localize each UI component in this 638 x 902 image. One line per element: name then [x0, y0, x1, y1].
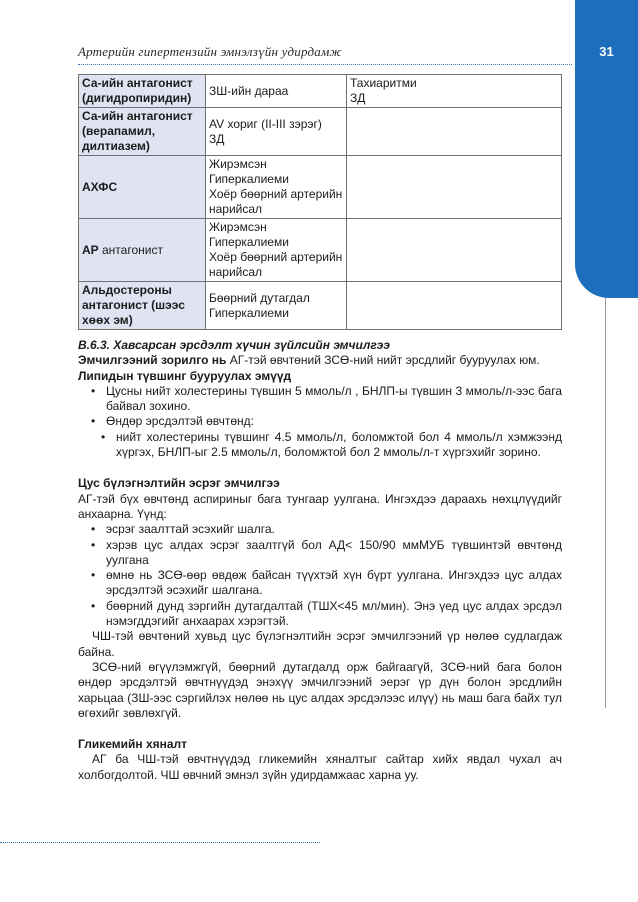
list-item: • Цусны нийт холестерины түвшин 5 ммоль/л , БНЛП-ы түвшин 3 ммоль/л-ээс бага байвал зохино. — [78, 384, 562, 415]
condition-cell: Жирэмсэн Гиперкалиеми Хоёр бөөрний артерийн нарийсал — [206, 219, 347, 282]
condition-cell: Бөөрний дутагдал Гиперкалиеми — [206, 282, 347, 330]
goal-text: АГ-тэй өвчтөний ЗСӨ-ний нийт эрсдлийг бууруулах юм. — [226, 353, 540, 368]
condition-cell: AV хориг (II-III зэрэг) ЗД — [206, 108, 347, 156]
list-item: • бөөрний дунд зэргийн дутагдалтай (ТШХ<45 мл/мин). Энэ үед цус алдах эрсдэл нэмэгддэгийг анхаарах хэрэгтэй. — [78, 599, 562, 630]
blood-list — [78, 522, 562, 629]
lipid-list — [78, 384, 562, 430]
body-text — [78, 338, 562, 783]
table-row — [79, 75, 562, 108]
list-item: • эсрэг заалттай эсэхийг шалга. — [78, 522, 562, 537]
goal-lead: Эмчилгээний зорилго нь — [78, 353, 227, 368]
spacer — [78, 460, 562, 476]
goal-paragraph — [78, 353, 562, 368]
condition-cell: Жирэмсэн Гиперкалиеми Хоёр бөөрний артерийн нарийсал — [206, 156, 347, 219]
condition-text: ЗШ-ийн дараа — [209, 83, 289, 98]
drug-cell: АХФС — [79, 156, 206, 219]
drug-name-suffix: антагонист — [98, 242, 163, 257]
blood-heading: Цус бүлэгнэлтийн эсрэг эмчилгээ — [78, 476, 280, 491]
list-item: • нийт холестерины түвшинг 4.5 ммоль/л, боломжтой бол 4 ммоль/л хэмжээнд хүргэх, БНЛП-ыг 2.5 ммоль/л, боломжтой бол 2 ммоль/л-т хүргэхийг зорино. — [78, 430, 562, 461]
margin-rule — [605, 298, 606, 708]
drug-cell: Альдостероны антагонист (шээс хөөх эм) — [79, 282, 206, 330]
page-number: 31 — [599, 44, 614, 59]
blood-intro: АГ-тэй бүх өвчтөнд аспириныг бага тунгаар уулгана. Ингэхдээ дараахь нөхцлүүдийг анхаарна. Үүнд: — [78, 491, 562, 521]
list-item: • Өндөр эрсдэлтэй өвчтөнд: — [78, 414, 562, 429]
list-item: • хэрэв цус алдах эсрэг заалтгүй бол АД< 150/90 ммМУБ түвшинтэй өвчтөнд уулгана — [78, 538, 562, 569]
list-item: • өмнө нь ЗСӨ-өөр өвдөж байсан түүхтэй хүн бүрт уулгана. Ингэхдээ цус алдах эрсдэлтэй эсэхийг шалгана. — [78, 568, 562, 599]
effects-cell — [347, 108, 562, 156]
effects-cell — [347, 219, 562, 282]
blood-paragraph: ЗСӨ-ний өгүүлэмжгүй, бөөрний дутагдалд орж байгаагүй, ЗСӨ-ний бага болон өндөр эрсдэлтэй өвчтнүүдэд энэхүү эмчилгээний эерэг үр дүн болон эрсдлийн харьцаа (ЗШ-ээс сэргийлэх нөлөө нь цус алдах эрсдэлээс илүү) нь маш бага байх тул өгөхийг зөвлөхгүй. — [78, 659, 562, 720]
drug-cell: Са-ийн антагонист (верапамил, дилтиазем) — [79, 108, 206, 156]
section-heading: В.6.3. Хавсарсан эрсдэлт хүчин зүйлсийн эмчилгээ — [78, 338, 390, 352]
blood-paragraph: ЧШ-тэй өвчтөний хувьд цус бүлэгнэлтийн эсрэг эмчилгээний үр нөлөө судлагдаж байна. — [78, 629, 562, 659]
table-row — [79, 219, 562, 282]
table-row — [79, 108, 562, 156]
page-header — [78, 38, 572, 66]
spacer — [78, 721, 562, 737]
effects-cell — [347, 282, 562, 330]
glycemic-paragraph: АГ ба ЧШ-тэй өвчтнүүдэд гликемийн хяналтыг сайтар хийх явдал чухал ач холбогдолтой. ЧШ өвчний эмнэл зүйн удирдамжаас харна уу. — [78, 752, 562, 782]
glycemic-heading: Гликемийн хяналт — [78, 737, 188, 752]
footer-rule — [0, 842, 320, 843]
drug-name: АР — [82, 242, 99, 257]
header-rule — [78, 64, 572, 65]
lipid-sublist — [78, 430, 562, 461]
table-row — [79, 156, 562, 219]
table-row — [79, 282, 562, 330]
contraindication-table — [78, 74, 562, 330]
effects-cell: Тахиаритми ЗД — [347, 75, 562, 108]
drug-cell — [79, 219, 206, 282]
condition-cell — [206, 75, 347, 108]
drug-cell: Са-ийн антагонист (дигидропиридин) — [79, 75, 206, 108]
running-title: Артерийн гипертензийн эмнэлзүйн удирдамж — [78, 44, 342, 59]
lipid-heading: Липидын түвшинг бууруулах эмүүд — [78, 368, 292, 383]
effects-cell — [347, 156, 562, 219]
